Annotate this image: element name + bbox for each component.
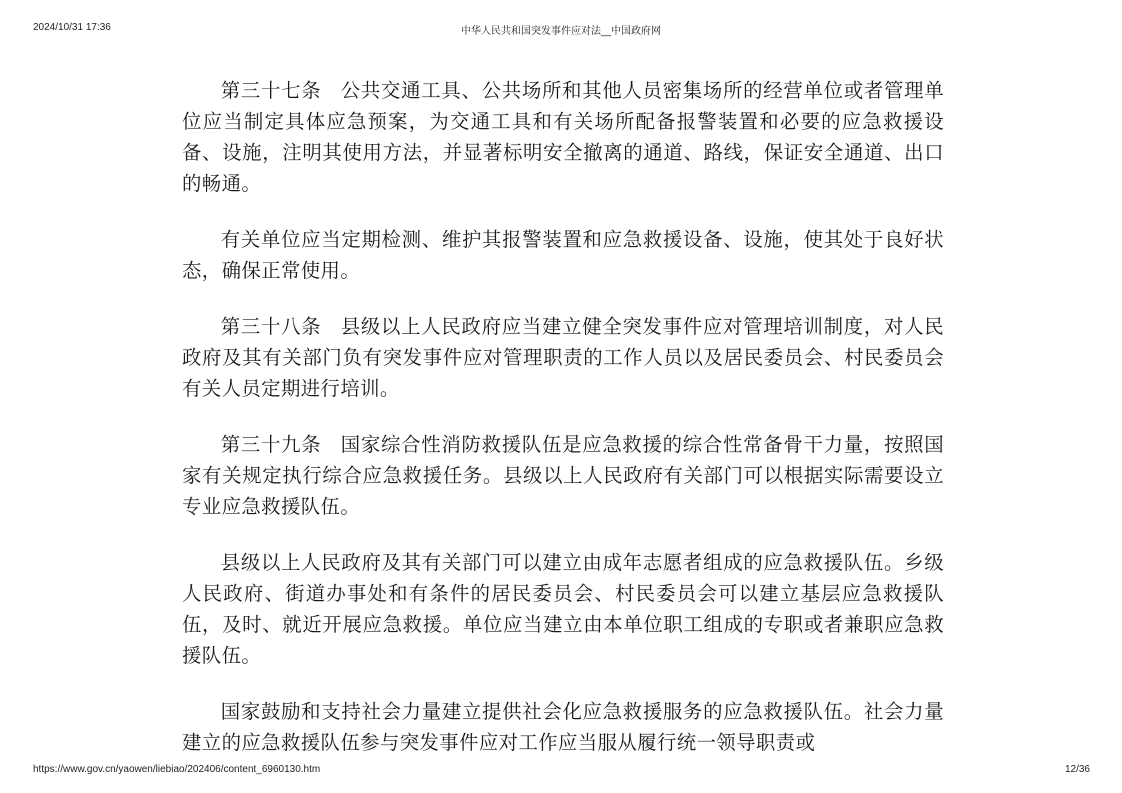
paragraph-article-39-volunteer-teams	[182, 547, 944, 671]
paragraph-article-39-social-forces	[182, 696, 944, 758]
document-body	[182, 75, 944, 783]
print-datetime: 2024/10/31 17:36	[33, 22, 111, 33]
paragraph-article-37	[182, 75, 944, 199]
paragraph-text: 县级以上人民政府应当建立健全突发事件应对管理培训制度，对人民政府及其有关部门负有突发事件应对管理职责的工作人员以及居民委员会、村民委员会有关人员定期进行培训。	[182, 315, 945, 400]
article-number: 第三十七条	[220, 79, 322, 102]
print-source-url[interactable]: https://www.gov.cn/yaowen/liebiao/202406/content_6960130.htm	[33, 764, 321, 775]
paragraph-text: 有关单位应当定期检测、维护其报警装置和应急救援设备、设施，使其处于良好状态，确保正常使用。	[182, 228, 944, 282]
paragraph-article-39	[182, 429, 944, 522]
paragraph-text: 县级以上人民政府及其有关部门可以建立由成年志愿者组成的应急救援队伍。乡级人民政府、街道办事处和有条件的居民委员会、村民委员会可以建立基层应急救援队伍，及时、就近开展应急救援。单位应当建立由本单位职工组成的专职或者兼职应急救援队伍。	[182, 551, 944, 667]
paragraph-article-38	[182, 311, 944, 404]
article-number: 第三十八条	[220, 315, 322, 338]
print-page-indicator: 12/36	[1064, 764, 1090, 775]
paragraph-text: 公共交通工具、公共场所和其他人员密集场所的经营单位或者管理单位应当制定具体应急预案，为交通工具和有关场所配备报警装置和必要的应急救援设备、设施，注明其使用方法，并显著标明安全撤离的通道、路线，保证安全通道、出口的畅通。	[182, 79, 945, 195]
paragraph-text: 国家鼓励和支持社会力量建立提供社会化应急救援服务的应急救援队伍。社会力量建立的应急救援队伍参与突发事件应对工作应当服从履行统一领导职责或	[182, 700, 944, 754]
article-number: 第三十九条	[220, 433, 322, 456]
paragraph-article-37-maintenance	[182, 224, 944, 286]
paragraph-text: 国家综合性消防救援队伍是应急救援的综合性常备骨干力量，按照国家有关规定执行综合应急救援任务。县级以上人民政府有关部门可以根据实际需要设立专业应急救援队伍。	[182, 433, 945, 518]
print-page-title: 中华人民共和国突发事件应对法__中国政府网	[461, 26, 661, 37]
